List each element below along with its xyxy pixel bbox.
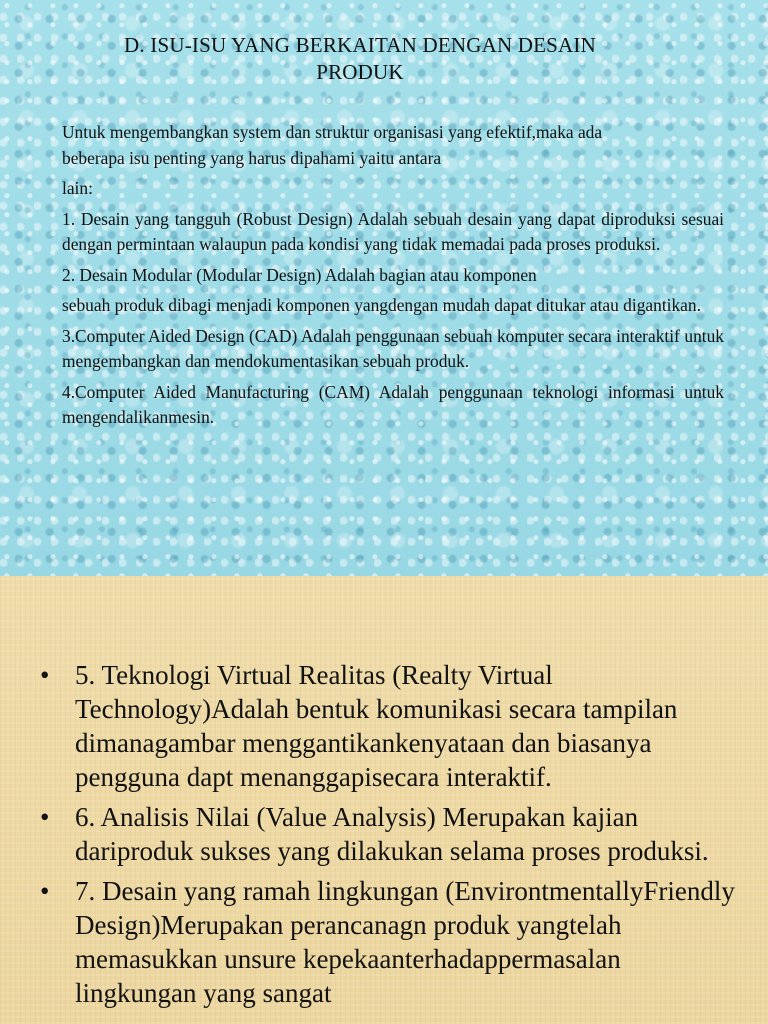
- slide-body: [62, 120, 724, 436]
- slide-title-line-2: PRODUK: [316, 60, 404, 84]
- bullet-list: [40, 658, 740, 1016]
- bullet-item-6: [40, 800, 740, 868]
- intro-paragraph: Untuk mengembangkan system dan struktur organisasi yang efektif,maka ada beberapa isu penting yang harus dipahami yaitu antara: [62, 122, 603, 168]
- slide-design-issues-continued: [0, 576, 768, 1024]
- issue-item-4: 4.Computer Aided Manufacturing (CAM) Adalah penggunaan teknologi informasi untuk mengendalikanmesin.: [62, 381, 724, 427]
- bullet-item-text: 7. Desain yang ramah lingkungan (EnvirontmentallyFriendly Design)Merupakan perancanagn produk yangtelah memasukkan unsure kepekaanterhadappermasalan lingkungan yang sangat: [75, 876, 735, 1008]
- issue-item-2-heading: 2. Desain Modular (Modular Design) Adalah bagian atau komponen: [62, 264, 537, 285]
- bullet-item-5: [40, 658, 740, 794]
- issue-item-2-body: sebuah produk dibagi menjadi komponen yangdengan mudah dapat ditukar atau digantikan.: [62, 295, 701, 315]
- bullet-item-text: 6. Analisis Nilai (Value Analysis) Merupakan kajian dariproduk sukses yang dilakukan selama proses produksi.: [75, 802, 709, 866]
- bullet-item-7: [40, 874, 740, 1010]
- issue-item-1: 1. Desain yang tangguh (Robust Design) Adalah sebuah desain yang dapat diproduksi sesuai dengan permintaan walaupun pada kondisi yang tidak memadai pada proses produksi.: [62, 208, 724, 254]
- slide-title: [40, 32, 680, 86]
- slide-title-line-1: D. ISU-ISU YANG BERKAITAN DENGAN DESAIN: [124, 33, 596, 57]
- issue-item-3: 3.Computer Aided Design (CAD) Adalah penggunaan sebuah komputer secara interaktif untuk mengembangkan dan mendokumentasikan sebuah produk.: [62, 325, 724, 371]
- bullet-icon: •: [40, 876, 50, 906]
- bullet-icon: •: [40, 660, 50, 690]
- bullet-icon: •: [40, 802, 50, 832]
- intro-continuation: lain:: [62, 178, 93, 198]
- bullet-item-text: 5. Teknologi Virtual Realitas (Realty Virtual Technology)Adalah bentuk komunikasi secara tampilan dimanagambar menggantikankenyataan dan biasanya pengguna dapt menanggapisecara interaktif.: [75, 660, 678, 792]
